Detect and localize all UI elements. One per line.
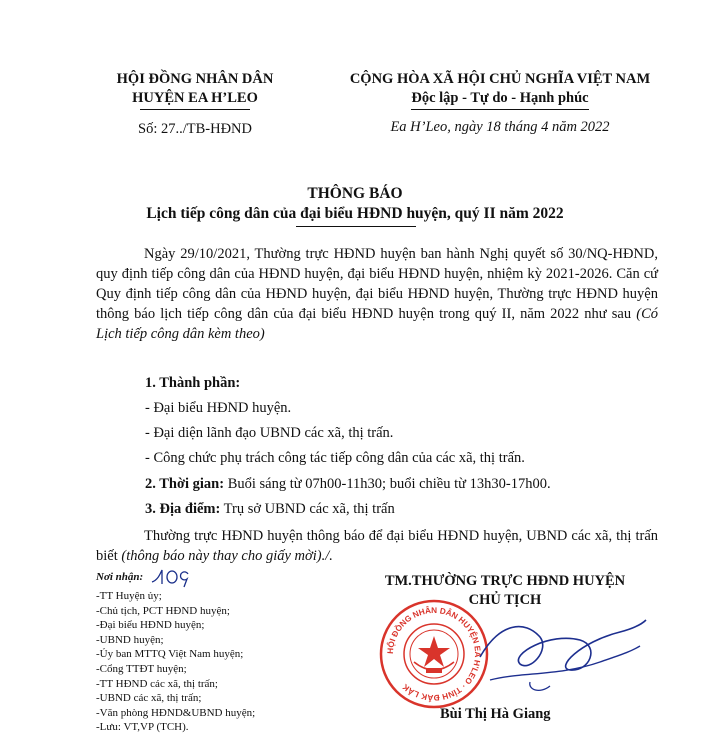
closing-paragraph [96, 526, 658, 566]
handwritten-number [150, 564, 198, 588]
section-2-heading: 2. Thời gian: [145, 476, 225, 492]
document-subtitle: Lịch tiếp công dân của đại biểu HĐND huyện, quý II năm 2022 [146, 205, 564, 222]
recipient-item: -UBND các xã, thị trấn; [96, 692, 202, 705]
intro-text: Ngày 29/10/2021, Thường trực HĐND huyện ban hành Nghị quyết số 30/NQ-HĐND, quy định tiếp công dân của HĐND huyện, đại biểu HĐND huyện, nhiệm kỳ 2021-2026. Căn cứ Quy định tiếp công dân của HĐND huyện, đại biểu HĐND huyện, Thường trực HĐND huyện thông báo lịch tiếp công dân của đại biểu HĐND huyện trong quý II, năm 2022 như sau [96, 246, 658, 322]
closing-text: Thường trực HĐND huyện thông báo để đại biểu HĐND huyện, UBND các xã, thị trấn biết [96, 528, 658, 564]
recipient-item: -Văn phòng HĐND&UBND huyện; [96, 706, 256, 719]
signature-title-line-2: CHỦ TỊCH [468, 592, 542, 608]
closing-note: (thông báo này thay cho giấy mời)./. [121, 548, 333, 564]
signature-title-line-1: TM.THƯỜNG TRỰC HĐND HUYỆN [384, 573, 626, 589]
recipient-item: -Lưu: VT,VP (TCH). [96, 721, 189, 734]
issuer-underline [140, 109, 250, 110]
document-number: Số: 27../TB-HĐND [138, 121, 252, 137]
place-date: Ea H’Leo, ngày 18 tháng 4 năm 2022 [390, 119, 610, 135]
recipients-title: Nơi nhận: [96, 571, 144, 583]
recipient-item: -Ủy ban MTTQ Việt Nam huyện; [96, 648, 244, 661]
recipient-item: -Đại biểu HĐND huyện; [96, 619, 205, 632]
issuer-block [95, 70, 295, 110]
section-3-text: Trụ sở UBND các xã, thị trấn [220, 501, 395, 517]
document-title: THÔNG BÁO [307, 185, 403, 202]
national-motto-block [315, 70, 685, 110]
section-3-heading: 3. Địa điểm: [145, 501, 221, 517]
recipient-item: -Cổng TTĐT huyện; [96, 662, 187, 675]
section-2-text: Buổi sáng từ 07h00-11h30; buổi chiều từ 13h30-17h00. [224, 476, 551, 492]
intro-paragraph [96, 244, 658, 344]
recipient-item: -TT HĐND các xã, thị trấn; [96, 677, 218, 690]
signer-name: Bùi Thị Hà Giang [440, 706, 551, 722]
intro-note: (Có Lịch tiếp công dân kèm theo) [96, 306, 658, 342]
section-1-item: - Công chức phụ trách công tác tiếp công dân của các xã, thị trấn. [145, 450, 525, 466]
document-title-block [100, 184, 610, 224]
nation-line-2: Độc lập - Tự do - Hạnh phúc [411, 89, 588, 110]
nation-line-1: CỘNG HÒA XÃ HỘI CHỦ NGHĨA VIỆT NAM [349, 71, 651, 87]
title-underline [296, 226, 416, 227]
stamp-text: HỘI ĐỒNG NHÂN DÂN HUYỆN EA H'LEO · TỈNH ĐẮK LẮK [385, 605, 483, 703]
recipients-list [96, 589, 255, 735]
section-3 [145, 499, 395, 519]
section-2 [145, 474, 551, 494]
recipient-item: -TT Huyện ủy; [96, 590, 162, 602]
section-1-heading: 1. Thành phần: [145, 375, 241, 391]
recipient-item: -Chủ tịch, PCT HĐND huyện; [96, 604, 230, 617]
handwritten-signature [470, 602, 650, 702]
section-1-item: - Đại biểu HĐND huyện. [145, 400, 292, 416]
issuer-line-2: HUYỆN EA H’LEO [132, 90, 258, 106]
recipient-item: -UBND huyện; [96, 633, 164, 646]
section-1-item: - Đại diện lãnh đạo UBND các xã, thị trấn. [145, 425, 394, 441]
issuer-line-1: HỘI ĐỒNG NHÂN DÂN [116, 71, 274, 87]
